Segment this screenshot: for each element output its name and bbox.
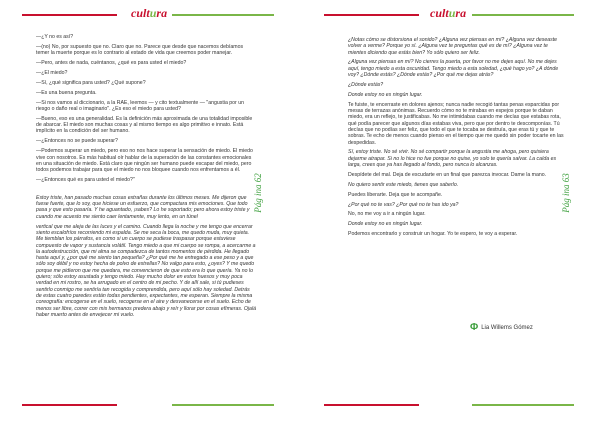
dialogue-paragraph: —Sí, ¿qué significa para usted? ¿Qué supone? [36,79,146,86]
author-icon: Φ [470,322,479,333]
dialogue-paragraph: —(no) No, por supuesto que no. Claro que no. Parece que desde que nacemos debíamos temer la muerte porque es lo contrario al estado de vida que creemos poder manejar. [36,43,244,57]
top-rule-red [22,14,117,16]
author-name: Lia Willems Gómez [481,324,533,331]
text-paragraph: No, no me voy a ir a ningún lugar. [348,211,426,218]
right-body [342,34,564,241]
top-rule-green [172,14,274,16]
text-paragraph: Podemos encontrarlo y construir un hogar. Yo te espero, te voy a esperar. [348,231,518,238]
dialogue-paragraph: —¿Entonces qué es para usted el miedo?" [36,176,135,183]
dialogue-paragraph: —¿Entonces no se puede superar? [36,138,118,145]
text-paragraph: Te fuiste, te encerraste en dolores ajenos; nunca nadie recogió tantas penas esparcidas por mesas de terrazas anónimas. Recuerdo cómo no te mirabas en espejos porque te daban miedo, era un reflejo, te justificabas. No me intimidabas cuando me decías que estabas rota, qué podía parecer que algunos días estabas viva, pero que por dentro te descomponías. Tú decías que no podías ser feliz, que todo el que te tocaba se destruía, que eras tú y que te sobras. Te echo de menos cuando pienso en el tiempo que me quedó sin poder tocarte en las despedidas. [348,101,564,146]
bottom-rule-green [172,404,274,406]
top-rule-red [324,14,419,16]
bottom-rule-red [22,404,117,406]
dialogue-paragraph: —Es una buena pregunta. [36,89,97,96]
logo: cultura [131,6,168,20]
dialogue-paragraph: —Si nos vamos al diccionario, a la RAE, leemos — y cito textualmente — "angustia por un riesgo o daño real o imaginario". ¿Es eso el miedo para usted? [36,99,244,112]
dialogue-paragraph: —Bueno, eso es una generalidad. Es la definición más aproximada de una totalidad imposible de abarcar. El miedo son muchas cosas y al mismo tiempo es algo primitivo e innato. Está implícito en la condición del ser humano. [36,115,253,135]
logo: cultura [430,6,467,20]
text-paragraph: Sí, estoy triste. No sé vivir. No sé compartir porque la angustia me ahoga, pero quisiera dejarme atrapar. Si no lo hice no fue porque no quise, yo solo te quería salvar. La caída es larga, crees que ya has llegado al fondo, pero nunca lo alcanzas. [348,149,557,169]
bottom-rule-green [472,404,574,406]
text-paragraph: ¿Alguna vez piensas en mí? No cierres la puerta, por favor no me dejes aquí. No me dejes aquí, tengo miedo a esta oscuridad. Tengo miedo a esta soledad, ¿qué hago yo? ¿A dónde voy? ¿Dónde estás? ¿Dónde estás? ¿Por qué me dejas atrás? [348,59,559,79]
dialogue-paragraph: —Podemos superar un miedo, pero eso no nos hace superar la sensación de miedo. El miedo vive con nosotros. Es más habitual oír hablar de la superación de las constantes emocionales en una situación de miedo. Está claro que ningún ser humano puede escapar del miedo, pero todos podemos trabajar para que el miedo no nos bloquee cuando nos enfrentamos a él. [36,148,253,174]
text-paragraph: No quiero sentir este miedo, tienes que saberlo. [348,181,459,188]
dialogue-paragraph: —¿El miedo? [36,69,68,76]
text-paragraph: Despídete del mal. Deja de escudarte en un final que parezca invocar. Dame la mano. [348,171,547,178]
text-paragraph: Donde estoy no es ningún lugar. [348,221,423,228]
right-page [300,0,600,424]
author-signature [470,322,533,333]
text-paragraph: ¿Por qué no te vas? ¿Por qué no te has ido ya? [348,201,459,208]
left-body [30,34,256,322]
narrative-paragraph: Estoy triste, han pasado muchas cosas extrañas durante los últimos meses. Me dijeron que fuese fuerte, que lo soy, que hiciese un esfuerzo, que compactara mis emociones. Que todo pasa y que esto pasaría. Y he aguantado, ¡sabes? Lo he soportado; pero ahora estoy triste y cuando me acuesto me siento caer lentamente, muy lento, en un túnel [36,194,250,220]
text-paragraph: ¿Dónde estás? [348,81,384,88]
dialogue-paragraph: —¿Y no es así? [36,34,74,40]
page-number-right: Pág ina 63 [560,173,571,213]
dialogue-paragraph: —Pero, antes de nada, cuéntanos, ¿qué es para usted el miedo? [36,60,187,67]
section-gap [30,187,256,195]
top-rule-green [472,14,574,16]
bottom-rule-red [324,404,419,406]
text-paragraph: Puedes liberarte. Deja que te acompañe. [348,191,443,198]
narrative-paragraph: vertical que me aleja de las luces y el camino. Cuando llega la noche y me tengo que encerrar siento escalofríos recorriendo mi espalda. Se me seca la boca, me quedo muda, muy quieta. Me tiemblan los párrafos, es como si un cuerpo se pudiese traspasar porque estuviese compuesto de vapor y sustancia volátil. Tengo miedo a que mi cuerpo se rompa, a acercarme a la autodestrucción, que mi alma se compadezca de tantos momentos de pérdida. He llegado hasta aquí y, ¿por qué me siento tan pequeña? ¿Por qué me he entregado a ese peso y a que sólo soy débil y no estoy hecha de polvo de estrellas? No valgo para esto, ¿oyes? Y me quedo porque me pidieron que me quedara, me convencieron de que esto era lo que quería. Ya no lo quiero; sólo estoy asustada y tengo miedo. Hay mucho dolor en estos huesos y muy poca verdad en mi rostro, se ha arrugado en el centro de mi pecho. Y de allí sale, si tú pudieses sentirlo conmigo me sentiría tan recogida y comprendida, pero aquí sólo hay soledad. Detrás de estas cuatro paredes están todas pendientes, expectantes, me esperan. Siempre la misma coreografía: encogerse en el suelo, recogerse en el aire y desvanecerse en el suelo. Echo de menos ser libre, correr con mis hermanos predera abajo y reír y llorar por cosas efímeras. Ojalá haber muerto antes de envejecer mi vuelo. [36,223,256,318]
text-paragraph: ¿Notas cómo se distorsiona el sonido? ¿Alguna vez piensas en mí? ¿Alguna vez deseaste volver a verme? Porque yo sí. ¿Alguna vez te preguntas qué es de mí? ¿Alguna vez te mientes diciendo que estás bien? Yo sólo quiero ser feliz. [348,37,558,56]
text-paragraph: Donde estoy no es ningún lugar. [348,91,423,98]
page-number-left: Pág ina 62 [252,173,263,213]
